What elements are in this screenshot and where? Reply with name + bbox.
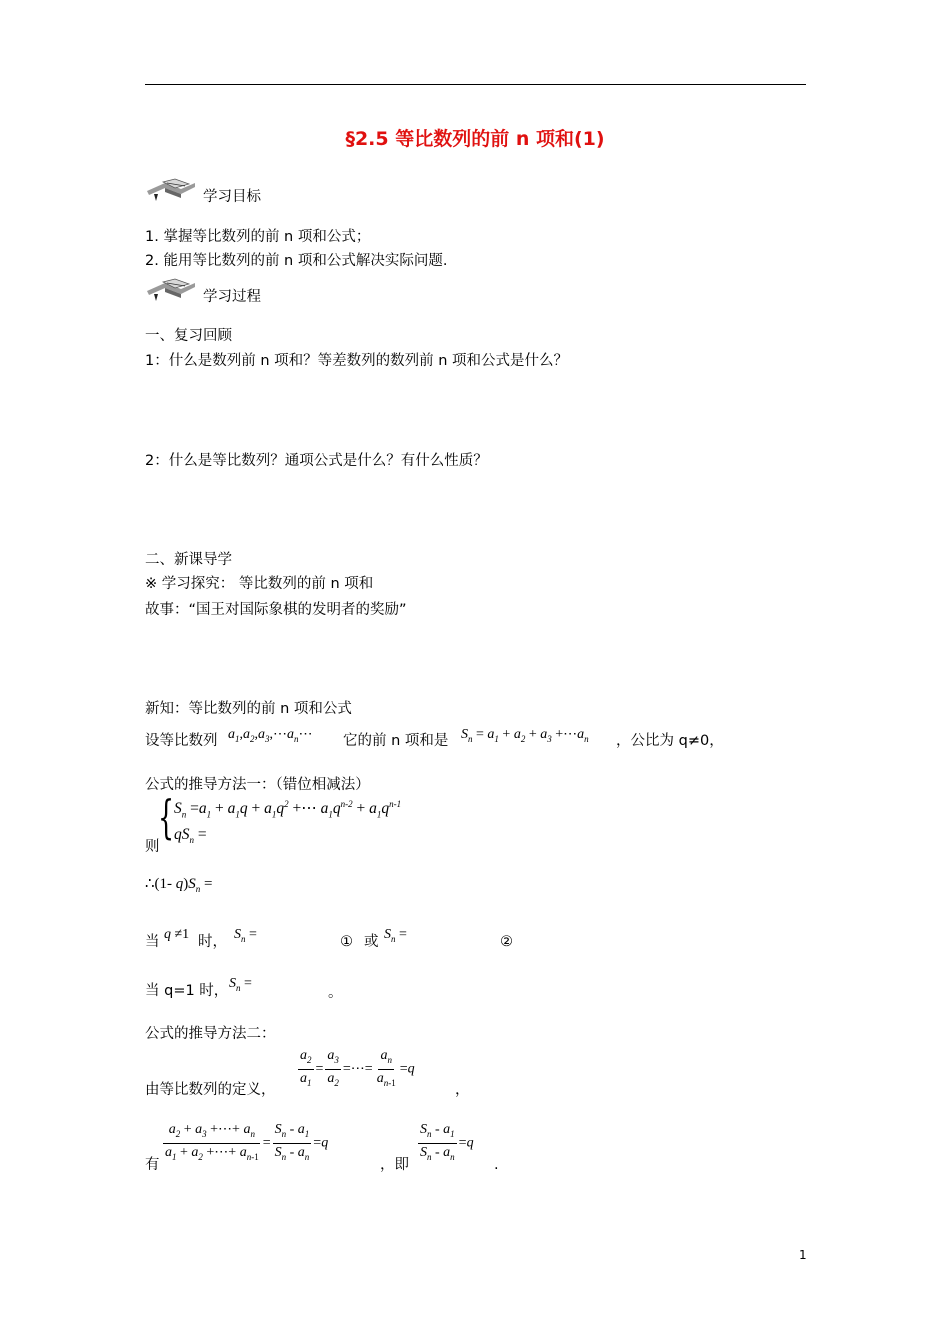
header-rule xyxy=(145,84,806,85)
you-label: 有 xyxy=(145,1157,160,1173)
story-line: 故事：“国王对国际象棋的发明者的奖励” xyxy=(145,602,407,618)
comma-mark: ， xyxy=(455,1082,470,1098)
left-brace: { xyxy=(158,790,175,844)
sequence-expression: $a_1,a_2,a_3,\cdots a_n\cdots$ xyxy=(228,727,313,744)
explore-line: ※ 学习探究： 等比数列的前 n 项和 xyxy=(145,576,374,592)
review-question-2: 2：什么是等比数列？通项公式是什么？有什么性质？ xyxy=(145,453,488,469)
period-mark: 。 xyxy=(328,985,343,1001)
new-lesson-heading: 二、新课导学 xyxy=(145,552,232,568)
equation-qsn: $qS_n$ = xyxy=(174,826,207,846)
sn-eq-blank-1: $S_n$ = xyxy=(234,927,257,944)
goal-item-2: 2. 能用等比数列的前 n 项和公式解决实际问题. xyxy=(145,253,448,269)
sn-ratio-equation: $\frac{S_n - a_1}{S_n - a_n}$ =q xyxy=(420,1122,474,1162)
ze-label: 则 xyxy=(145,839,160,855)
process-heading: 学习过程 xyxy=(203,289,261,305)
formula-marker-1: ① xyxy=(340,934,353,950)
by-definition-label: 由等比数列的定义， xyxy=(145,1082,276,1098)
ratio-chain: $\frac{a_2}{a_1}$ = $\frac{a_3}{a_2}$ =⋯= $\frac{a_n}{a_{n-1}}$ =q xyxy=(300,1048,415,1088)
method1-heading: 公式的推导方法一：（错位相减法） xyxy=(145,777,370,793)
book-pen-icon xyxy=(145,277,197,303)
goals-heading: 学习目标 xyxy=(203,189,261,205)
page-number: 1 xyxy=(799,1248,807,1262)
definition-mid: 它的前 n 项和是 xyxy=(343,733,449,749)
sum-definition: $S_n = a_1 + a_2 + a_3$ $+\cdots a_n$ xyxy=(461,727,589,744)
subtraction-result: ∴(1- $q)S_n$ = xyxy=(145,876,213,894)
goal-item-1: 1. 掌握等比数列的前 n 项和公式； xyxy=(145,229,371,245)
method2-heading: 公式的推导方法二： xyxy=(145,1026,276,1042)
case-q-not-1-label: 当 xyxy=(145,934,160,950)
review-question-1: 1：什么是数列前 n 项和？等差数列的数列前 n 项和公式是什么？ xyxy=(145,353,569,369)
new-knowledge-line: 新知：等比数列的前 n 项和公式 xyxy=(145,701,352,717)
sum-ratio-equation: $\frac{a_2 + a_3 +\cdots+ a_n}{a_1 + a_2 +\cdots+ a_{n-1}}$ = $\frac{S_n - a_1}{S_n - a_n}$ =q xyxy=(165,1122,329,1162)
ji-label: ，即 xyxy=(380,1157,409,1173)
sn-eq-blank-2: $S_n$ = xyxy=(384,927,407,944)
book-pen-icon xyxy=(145,177,197,203)
case-shi-label: 时， xyxy=(198,934,227,950)
sn-eq-blank-3: $S_n$ = xyxy=(229,976,252,993)
or-label: 或 xyxy=(364,934,379,950)
review-heading: 一、复习回顾 xyxy=(145,328,232,344)
formula-marker-2: ② xyxy=(500,934,513,950)
end-period: . xyxy=(494,1157,499,1173)
condition-q-not-1: q ≠1 xyxy=(164,927,190,942)
page-title: §2.5 等比数列的前 n 项和(1) xyxy=(345,128,605,150)
definition-suffix: ，公比为 q≠0， xyxy=(616,733,724,749)
definition-prefix: 设等比数列 xyxy=(145,733,218,749)
case-q-eq-1-label: 当 q=1 时， xyxy=(145,983,229,999)
equation-sn: $S_n =a_1 + a_1q + a_1q^2$ +⋯ $a_1q^{n-2} + a_1q^{n-1}$ xyxy=(174,799,402,820)
